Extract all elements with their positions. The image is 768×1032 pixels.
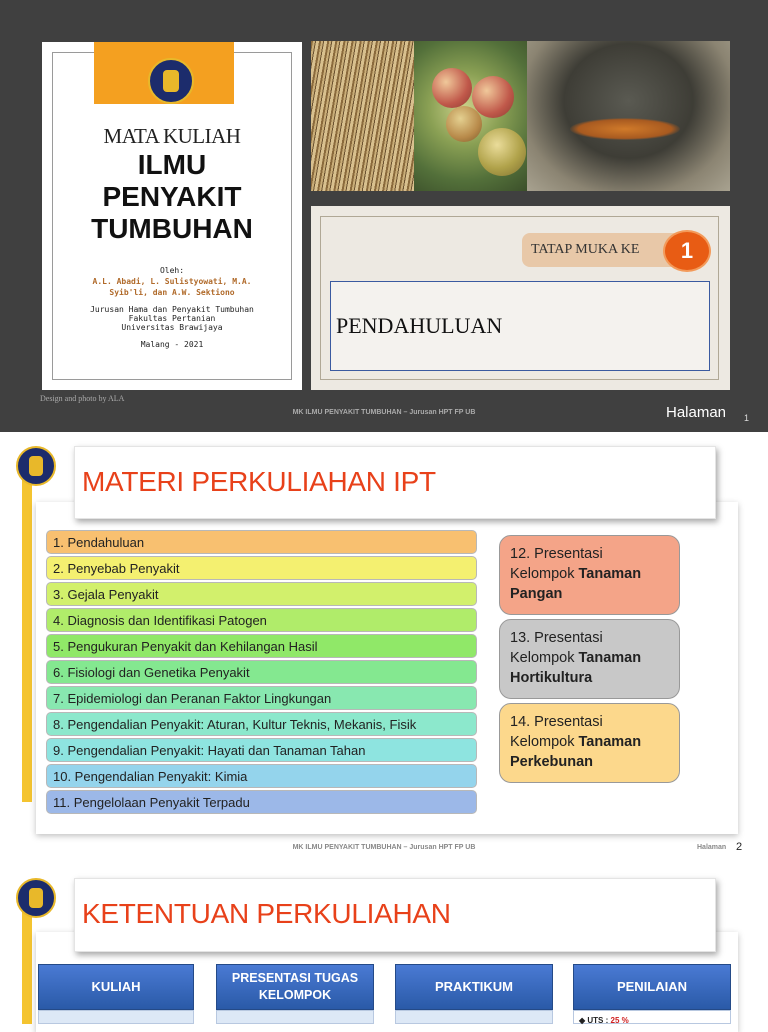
cover-title-line-3: TUMBUHAN	[91, 213, 253, 244]
slide-title: KETENTUAN PERKULIAHAN	[82, 898, 451, 929]
grading-note: ◆ UTS : 25 %	[579, 1016, 629, 1025]
presentation-group-label: Kelompok	[510, 650, 575, 666]
tree-base-fungus-photo	[527, 41, 730, 191]
apple-fruit	[432, 68, 472, 108]
topic-item: 4. Diagnosis dan Identifikasi Patogen	[46, 608, 477, 632]
column-body-praktikum	[395, 1010, 553, 1024]
topic-title: PENDAHULUAN	[336, 313, 503, 338]
presentation-group-label: Kelompok	[510, 734, 575, 750]
cover-institution-university: Universitas Brawijaya	[121, 323, 223, 332]
topic-item: 11. Pengelolaan Penyakit Terpadu	[46, 790, 477, 814]
crest-emblem-icon	[29, 456, 43, 476]
column-header-praktikum: PRAKTIKUM	[395, 964, 553, 1010]
university-crest-logo	[148, 58, 194, 104]
presentation-group-label: Kelompok	[510, 566, 575, 582]
cover-by-label: Oleh:	[159, 266, 185, 275]
presentation-number: 14. Presentasi	[510, 714, 603, 730]
presentation-crop-word: Tanaman	[578, 566, 642, 582]
topic-item: 7. Epidemiologi dan Peranan Faktor Lingkungan	[46, 686, 477, 710]
topic-item: 8. Pengendalian Penyakit: Aturan, Kultur Teknis, Mekanis, Fisik	[46, 712, 477, 736]
yellow-side-rail	[22, 906, 32, 1024]
presentation-crop-word: Tanaman	[578, 650, 642, 666]
column-body-kuliah	[38, 1010, 194, 1024]
presentation-item	[499, 535, 680, 615]
university-crest-logo	[16, 446, 56, 486]
cover-authors-line-1: A.L. Abadi, L. Sulistyowati, M.A.	[92, 277, 252, 286]
column-header-presentasi: PRESENTASI TUGAS KELOMPOK	[216, 964, 374, 1010]
presentation-number: 13. Presentasi	[510, 630, 603, 646]
apple-fruit	[472, 76, 514, 118]
column-header-kuliah: KULIAH	[38, 964, 194, 1010]
cover-subtitle: MATA KULIAH	[103, 124, 241, 148]
presentation-item	[499, 619, 680, 699]
apple-fruit	[446, 106, 482, 142]
grading-note-label: UTS :	[587, 1016, 609, 1025]
slide-1	[0, 0, 768, 432]
cover-city-year: Malang - 2021	[140, 340, 204, 349]
presentation-crop-type: Hortikultura	[510, 670, 593, 686]
design-credit: Design and photo by ALA	[40, 394, 125, 403]
page-label: Halaman	[666, 404, 727, 421]
presentation-crop-word: Tanaman	[578, 734, 642, 750]
slide-title: MATERI PERKULIAHAN IPT	[82, 466, 436, 497]
cover-institution-faculty: Fakultas Pertanian	[128, 314, 216, 323]
topic-item: 2. Penyebab Penyakit	[46, 556, 477, 580]
page-number: 2	[736, 841, 743, 853]
slide-2	[0, 432, 768, 864]
topic-item: 10. Pengendalian Penyakit: Kimia	[46, 764, 477, 788]
university-crest-logo	[16, 878, 56, 918]
grading-note-value: 25 %	[610, 1016, 629, 1025]
cover-title-line-2: PENYAKIT	[102, 181, 242, 212]
presentation-crop-type: Pangan	[510, 586, 563, 602]
cover-title-line-1: ILMU	[137, 149, 207, 180]
yellow-side-rail	[22, 474, 32, 802]
presentation-number: 12. Presentasi	[510, 546, 603, 562]
rice-stalks-photo	[311, 41, 414, 191]
topic-item: 1. Pendahuluan	[46, 530, 477, 554]
cover-institution-dept: Jurusan Hama dan Penyakit Tumbuhan	[90, 305, 254, 314]
cover-authors-line-2: Syib'li, dan A.W. Sektiono	[109, 288, 235, 297]
footer-course: MK ILMU PENYAKIT TUMBUHAN – Jurusan HPT FP UB	[292, 844, 476, 851]
fungus-cluster	[570, 118, 680, 140]
apple-fruit	[478, 128, 526, 176]
footer-course: MK ILMU PENYAKIT TUMBUHAN – Jurusan HPT FP UB	[292, 409, 476, 416]
topic-item: 6. Fisiologi dan Genetika Penyakit	[46, 660, 477, 684]
session-label: TATAP MUKA KE	[522, 233, 692, 267]
crest-emblem-icon	[163, 70, 179, 92]
column-body-presentasi	[216, 1010, 374, 1024]
presentation-crop-type: Perkebunan	[510, 754, 593, 770]
presentation-item	[499, 703, 680, 783]
column-header-penilaian: PENILAIAN	[573, 964, 731, 1010]
session-number-badge: 1	[663, 230, 711, 272]
topic-item: 9. Pengendalian Penyakit: Hayati dan Tanaman Tahan	[46, 738, 477, 762]
page-number: 1	[744, 413, 750, 423]
crest-emblem-icon	[29, 888, 43, 908]
topic-item: 5. Pengukuran Penyakit dan Kehilangan Hasil	[46, 634, 477, 658]
page-label: Halaman	[697, 844, 727, 851]
topic-item: 3. Gejala Penyakit	[46, 582, 477, 606]
